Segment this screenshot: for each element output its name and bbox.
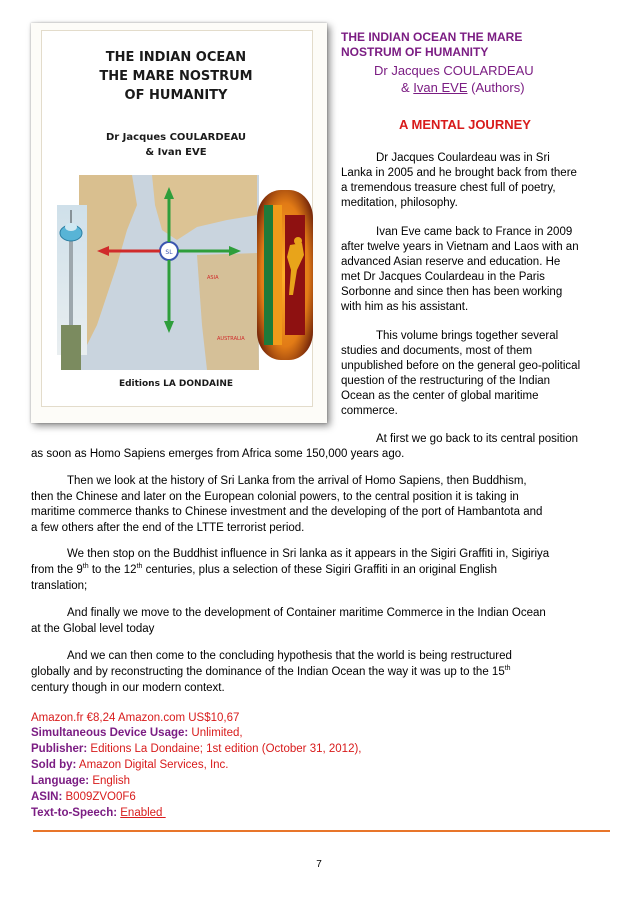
paragraph-line: then the Chinese and later on the European colonial powers, to the central position it is taking in: [31, 491, 519, 503]
paragraph-line: [31, 665, 511, 680]
text-segment: to the 12: [88, 564, 137, 576]
author-secondary-line: [401, 80, 525, 95]
paragraph-line: translation;: [31, 580, 88, 592]
detail-device-usage: [31, 726, 243, 741]
author-link-ivan-eve[interactable]: Ivan EVE: [413, 80, 468, 95]
detail-language: [31, 774, 130, 789]
detail-value: Amazon Digital Services, Inc.: [76, 759, 229, 771]
cover-map-illustration: [57, 175, 313, 370]
detail-label: Simultaneous Device Usage:: [31, 727, 189, 739]
cover-author-line: & Ivan EVE: [145, 147, 207, 158]
paragraph-line: maritime commerce thanks to Chinese investment and the developing of the port of Hambantota and: [31, 506, 543, 518]
paragraph-line: met Dr Jacques Coulardeau in the Paris: [341, 271, 545, 283]
detail-value: Editions La Dondaine; 1st edition (October 31, 2012),: [87, 743, 362, 755]
author-prefix: &: [401, 80, 414, 95]
detail-label: Sold by:: [31, 759, 77, 771]
detail-value: B009ZVO0F6: [62, 791, 136, 803]
book-title-line-2: NOSTRUM OF HUMANITY: [341, 45, 489, 59]
detail-label: Language:: [31, 775, 90, 787]
book-title-line-1: THE INDIAN OCEAN THE MARE: [341, 30, 523, 44]
detail-label: ASIN:: [31, 791, 63, 803]
text-to-speech-link[interactable]: [120, 807, 165, 819]
paragraph-line: We then stop on the Buddhist influence in Sri lanka as it appears in the Sigiri Graffiti in, Sigiriya: [67, 548, 550, 560]
text-segment: globally and by reconstructing the dominance of the Indian Ocean the way it was up to the 15: [31, 666, 505, 678]
cover-author-line: Dr Jacques COULARDEAU: [105, 132, 247, 143]
paragraph-line: advanced Asian reserve and education. He: [341, 256, 561, 268]
cover-publisher: Editions LA DONDAINE: [118, 379, 234, 389]
paragraph-line: Dr Jacques Coulardeau was in Sri: [376, 152, 550, 164]
cover-title-line: THE INDIAN OCEAN: [105, 50, 247, 65]
detail-label: Publisher:: [31, 743, 88, 755]
detail-publisher: [31, 742, 362, 757]
paragraph-line: Then we look at the history of Sri Lanka from the arrival of Homo Sapiens, then Buddhism,: [67, 475, 527, 487]
paragraph-line: And we can then come to the concluding hypothesis that the world is being restructured: [67, 650, 512, 662]
paragraph-line: unpublished before on the general geo-political: [341, 360, 581, 372]
detail-value: Enabled: [120, 807, 163, 819]
map-label-bottom: AUSTRALIA: [217, 336, 245, 342]
cover-title-line: OF HUMANITY: [124, 88, 228, 103]
paragraph-line: question of the restructuring of the Indian: [341, 375, 551, 387]
cover-title: [41, 48, 311, 105]
paragraph-line: with him as his assistant.: [341, 301, 469, 313]
detail-asin: [31, 790, 136, 805]
paragraph-line: studies and documents, most of them: [341, 345, 533, 357]
link-trailing-space: [162, 807, 165, 819]
paragraph-line: commerce.: [341, 405, 398, 417]
section-subtitle: A MENTAL JOURNEY: [399, 117, 531, 132]
map-label-right: ASIA: [207, 275, 219, 281]
page-number: 7: [316, 859, 322, 870]
paragraph-line: [31, 563, 497, 578]
author-suffix: (Authors): [467, 80, 525, 95]
detail-label: Text-to-Speech:: [31, 807, 118, 819]
paragraph-line: a few others after the end of the LTTE terrorist period.: [31, 522, 305, 534]
paragraph-line: as soon as Homo Sapiens emerges from Africa some 150,000 years ago.: [31, 448, 405, 460]
text-segment: centuries, plus a selection of these Sigiri Graffiti in an original English: [142, 564, 497, 576]
price-line: Amazon.fr €8,24 Amazon.com US$10,67: [31, 712, 240, 724]
superscript: th: [82, 563, 89, 571]
paragraph-line: Lanka in 2005 and he brought back from there: [341, 167, 577, 179]
paragraph-line: century though in our modern context.: [31, 682, 225, 694]
detail-value: English: [89, 775, 131, 787]
detail-text-to-speech: [31, 806, 166, 821]
paragraph-line: This volume brings together several: [376, 330, 559, 342]
superscript: th: [136, 563, 143, 571]
detail-sold-by: [31, 758, 229, 773]
footer-rule: [33, 830, 610, 832]
superscript: th: [504, 665, 511, 673]
paragraph-line: Sorbonne and since then has been working: [341, 286, 563, 298]
cover-title-line: THE MARE NOSTRUM: [99, 69, 253, 84]
paragraph-line: after twelve years in Vietnam and Laos with an: [341, 241, 579, 253]
paragraph-line: And finally we move to the development of Container maritime Commerce in the Indian Ocean: [67, 607, 546, 619]
paragraph-line: Ivan Eve came back to France in 2009: [376, 226, 573, 238]
paragraph-line: at the Global level today: [31, 623, 155, 635]
paragraph-line: a tremendous treasure chest full of poetry,: [341, 182, 556, 194]
paragraph-line: meditation, philosophy.: [341, 197, 458, 209]
author-primary: Dr Jacques COULARDEAU: [374, 63, 534, 78]
cover-authors: [41, 130, 311, 160]
detail-value: Unlimited,: [188, 727, 243, 739]
paragraph-line: Ocean as the center of global maritime: [341, 390, 539, 402]
map-label-center: SL: [165, 249, 173, 256]
text-segment: from the 9: [31, 564, 83, 576]
paragraph-line: At first we go back to its central position: [376, 433, 578, 445]
